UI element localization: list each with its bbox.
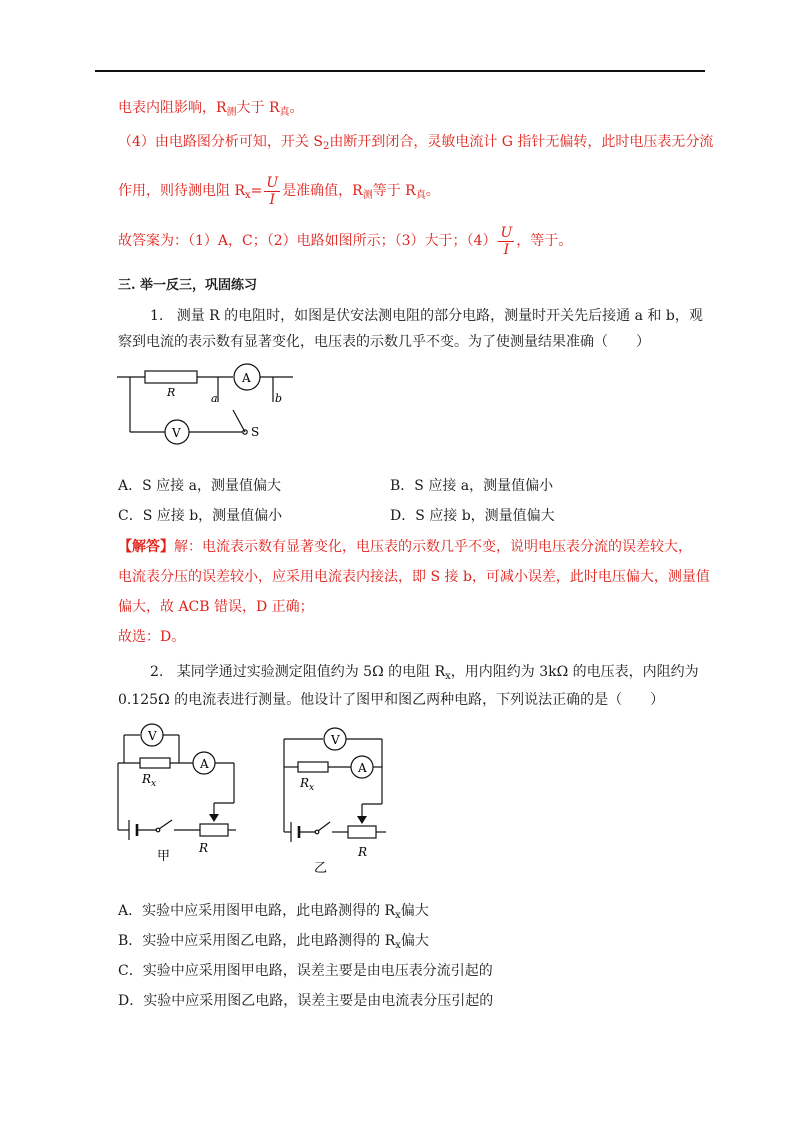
q1-solution-line-3: 偏大，故 ACB 错误，D 正确； xyxy=(118,599,314,615)
text: 电表内阻影响，R xyxy=(118,100,227,116)
switch xyxy=(318,822,330,831)
fraction-numerator: U xyxy=(500,224,513,241)
subscript: 真 xyxy=(415,190,426,201)
subscript: x xyxy=(245,190,251,201)
q2-option-b[interactable] xyxy=(118,931,429,956)
text: B．实验中应采用图乙电路，此电路测得的 R xyxy=(118,933,396,949)
text: 等于 R xyxy=(372,183,416,199)
q2-circuit-figure-jia xyxy=(112,718,247,878)
switch-s xyxy=(233,410,245,432)
q1-option-a[interactable]: A．S 应接 a，测量值偏大 xyxy=(118,478,281,494)
fraction-denominator: I xyxy=(503,241,510,258)
figure-caption: 甲 xyxy=(157,849,171,864)
resistor-rx xyxy=(140,758,170,768)
q1-line-1 xyxy=(150,306,703,326)
text: 故答案为：（1）A，C；（2）电路如图所示；（3）大于；（4） xyxy=(118,233,497,249)
q1-circuit-figure xyxy=(115,360,295,450)
switch xyxy=(159,820,172,829)
resistor-r xyxy=(145,371,197,383)
fraction-denominator: I xyxy=(269,191,276,208)
text: 解：电流表示数有显著变化，电压表的示数几乎不变，说明电压表分流的误差较大， xyxy=(174,539,692,555)
fraction-u-over-i xyxy=(264,175,280,208)
text: 是准确值，R xyxy=(282,183,363,199)
q2-line-1 xyxy=(150,662,699,687)
fraction-numerator: U xyxy=(266,174,279,191)
ammeter-label: A xyxy=(242,371,251,385)
q1-solution-line-4: 故选：D。 xyxy=(118,629,186,645)
question-number: 1. xyxy=(150,308,164,324)
q1-solution-line-1 xyxy=(118,537,692,557)
rheostat-label: R xyxy=(358,845,368,859)
subscript: x xyxy=(445,671,451,682)
ammeter-label: A xyxy=(358,761,367,775)
text: 偏大 xyxy=(400,903,429,919)
subscript: 2 xyxy=(322,141,330,152)
text: = xyxy=(250,183,263,199)
header-rule xyxy=(95,70,705,72)
text: ，用内阻约为 3kΩ 的电压表，内阻约为 xyxy=(450,664,699,680)
text: 测量 R 的电阻时，如图是伏安法测电阻的部分电路，测量时开关先后接通 a 和 b，观 xyxy=(176,308,703,324)
subscript: 真 xyxy=(279,107,290,118)
subscript: 测 xyxy=(226,107,237,118)
text: 大于 R xyxy=(236,100,280,116)
q1-line-2: 察到电流的表示数有显著变化，电压表的示数几乎不变。为了使测量结果准确（ ） xyxy=(118,334,650,350)
prev-solution-line-2 xyxy=(118,132,713,157)
solution-tag: 【解答】 xyxy=(118,539,174,555)
text: 。 xyxy=(425,183,440,199)
rx-label: $R_x$ xyxy=(300,776,315,793)
voltmeter-label: V xyxy=(331,733,340,747)
point-a-label: a xyxy=(211,392,218,405)
question-number: 2. xyxy=(150,664,164,680)
point-b-label: b xyxy=(275,392,283,405)
prev-solution-line-1 xyxy=(118,98,304,123)
switch-label: S xyxy=(251,425,260,439)
q2-circuit-figure-yi xyxy=(278,722,413,882)
q1-option-d[interactable]: D．S 应接 b，测量值偏大 xyxy=(390,508,555,524)
q1-option-b[interactable]: B．S 应接 a，测量值偏小 xyxy=(390,478,554,494)
text: （4）由电路图分析可知，开关 S xyxy=(118,134,323,150)
q2-line-2: 0.125Ω 的电流表进行测量。他设计了图甲和图乙两种电路，下列说法正确的是（ ） xyxy=(118,692,665,708)
q2-option-a[interactable] xyxy=(118,901,429,926)
ammeter-label: A xyxy=(200,757,209,771)
subscript: 测 xyxy=(362,190,373,201)
rheostat-label: R xyxy=(199,841,209,855)
text: 由断开到闭合，灵敏电流计 G 指针无偏转，此时电压表无分流 xyxy=(329,134,714,150)
resistor-rx xyxy=(298,762,328,772)
text: 某同学通过实验测定阻值约为 5Ω 的电阻 R xyxy=(176,664,446,680)
text: A．实验中应采用图甲电路，此电路测得的 R xyxy=(118,903,396,919)
resistor-label: R xyxy=(167,386,176,399)
q1-solution-line-2: 电流表分压的误差较小，应采用电流表内接法，即 S 接 b，可减小误差，此时电压偏大，测量值 xyxy=(118,569,710,585)
fraction-u-over-i xyxy=(498,225,514,258)
q2-option-c[interactable]: C．实验中应采用图甲电路，误差主要是由电压表分流引起的 xyxy=(118,963,493,979)
text: 作用，则待测电阻 R xyxy=(118,183,245,199)
section-title: 三. 举一反三，巩固练习 xyxy=(118,278,258,293)
figure-caption: 乙 xyxy=(314,861,328,876)
voltmeter-label: V xyxy=(172,426,181,440)
rheostat xyxy=(200,824,228,836)
rx-label: $R_x$ xyxy=(142,772,157,789)
prev-solution-line-3 xyxy=(118,173,440,214)
q2-option-d[interactable]: D．实验中应采用图乙电路，误差主要是由电流表分压引起的 xyxy=(118,993,494,1009)
subscript: x xyxy=(395,940,401,951)
q1-option-c[interactable]: C．S 应接 b，测量值偏小 xyxy=(118,508,283,524)
text: ，等于。 xyxy=(516,233,573,249)
voltmeter-label: V xyxy=(148,729,157,743)
rheostat xyxy=(348,826,376,838)
text: 偏大 xyxy=(400,933,429,949)
prev-answer-line xyxy=(118,223,572,259)
subscript: x xyxy=(395,910,401,921)
text: 。 xyxy=(289,100,304,116)
